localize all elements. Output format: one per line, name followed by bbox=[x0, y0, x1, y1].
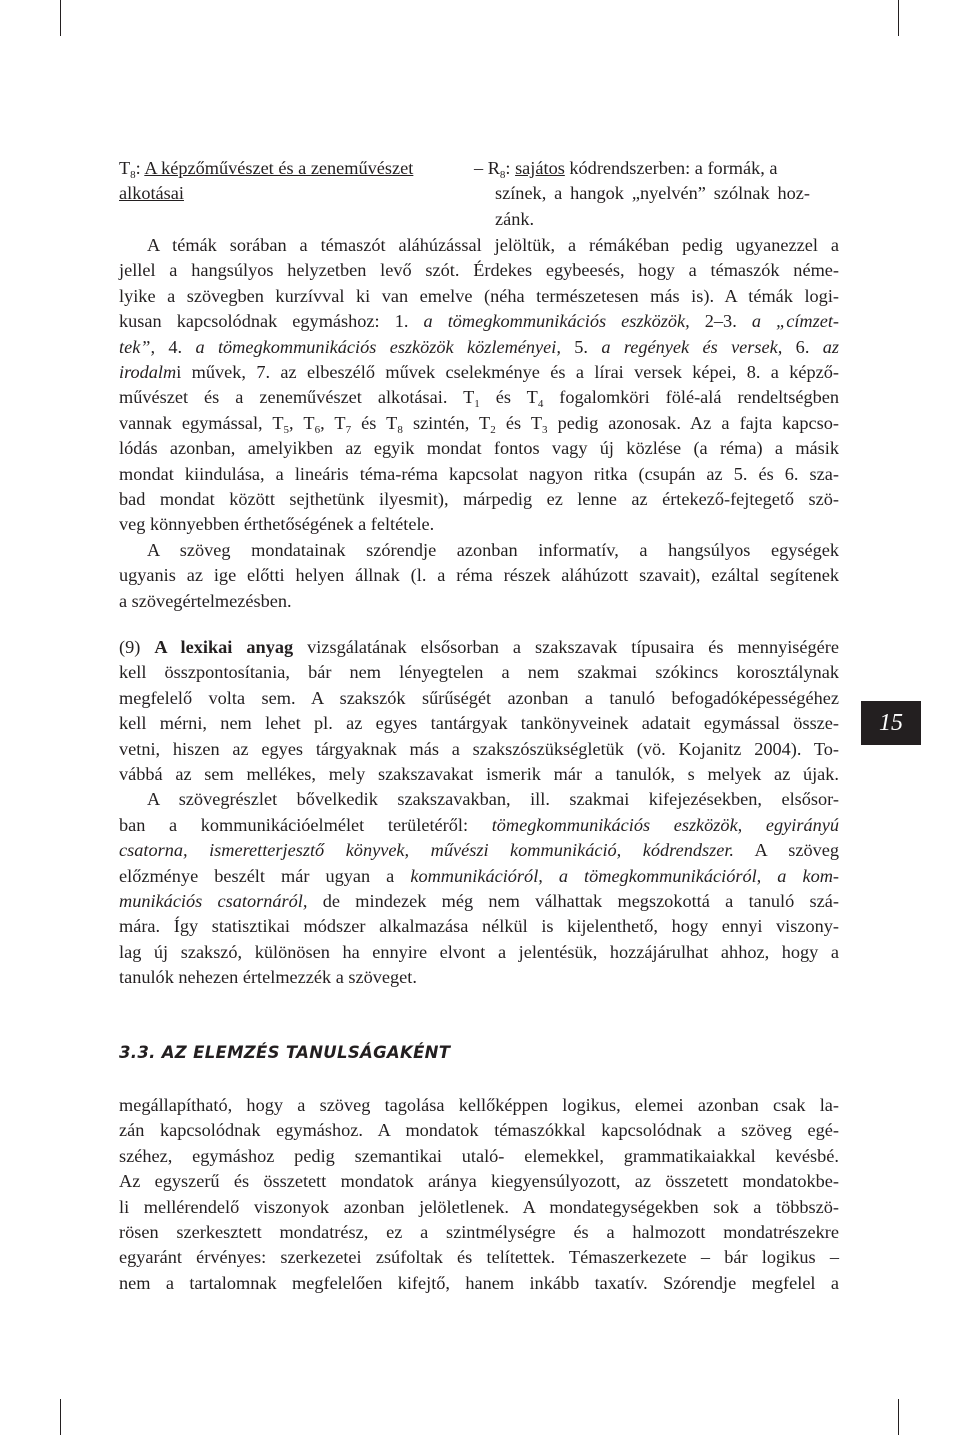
crop-mark-top-right bbox=[898, 0, 899, 36]
p3-line: kell mérni, nem lehet pl. az egyes tantárgyak tankönyveinek adatait egymással össze- bbox=[119, 713, 839, 734]
crop-mark-top-left bbox=[60, 0, 61, 36]
p5-line: nem a tartalomnak megfelelően kifejtő, hanem inkább taxatív. Szórendje megfelel a bbox=[119, 1272, 839, 1293]
t8-item bbox=[119, 156, 469, 207]
p3-line: kell összpontosítania, bár nem lényegtelen a nem szakmai szókincs korosztálynak bbox=[119, 662, 839, 683]
p1-line: irodalmi művek, 7. az elbeszélő művek cselekménye és a lírai versek képei, 8. a képző- bbox=[119, 362, 839, 383]
p1-line: tek”, 4. a tömegkommunikációs eszközök közleményei, 5. a regények és versek, 6. az bbox=[119, 336, 840, 357]
p5-line: zán kapcsolódnak egymáshoz. A mondatok témaszókkal kapcsolódnak a szöveg egé- bbox=[119, 1120, 839, 1141]
p1-line: lyike a szövegben kurzívval ki van emelve (néha természetesen más is). A témák logi- bbox=[119, 285, 839, 306]
p2-line: a szövegértelmezésben. bbox=[119, 590, 292, 611]
p2-line: ugyanis az ige előtti helyen állnak (l. a réma részek aláhúzott szavait), ezáltal segítenek bbox=[119, 565, 839, 586]
p5-line: li mellérendelő viszonyok azonban jelöletlenek. A mondategységekben sok a többszö- bbox=[119, 1196, 839, 1217]
p5-line: rösen szerkesztett mondatrész, ez a szintmélységre és a halmozott mondatrészekre bbox=[119, 1222, 839, 1243]
p4-line: lag új szakszó, különösen ha ennyire elvont a jelentésük, hozzájárulhat ahhoz, hogy a bbox=[119, 941, 839, 962]
p1-line: jellel a hangsúlyos helyzetben levő szót. Érdekes egybeesés, hogy a témaszók néme- bbox=[119, 260, 839, 281]
p3-line: megfelelő volta sem. A szakszók sűrűségét azonban a tanuló befogadóképességéhez bbox=[119, 687, 839, 708]
r8-item bbox=[474, 156, 810, 232]
r8-line-3: zánk. bbox=[495, 208, 535, 229]
p3-line: (9) A lexikai anyag vizsgálatának elsősorban a szakszavak típusaira és mennyiségére bbox=[119, 637, 839, 657]
p2-line: A szöveg mondatainak szórendje azonban informatív, a hangsúlyos egységek bbox=[147, 539, 839, 560]
r8-line-2: színek, a hangok „nyelvén” szólnak hoz- bbox=[495, 183, 810, 204]
p1-line: A témák sorában a témaszót aláhúzással jelöltük, a rémákéban pedig ugyanezzel a bbox=[147, 235, 839, 255]
t8-line-2: alkotásai bbox=[119, 183, 184, 204]
t8-line-1: $T_8$: A képzőművészet és a zeneművészet bbox=[119, 158, 414, 181]
p4-line: csatorna, ismeretterjesztő könyvek, művészi kommunikáció, kódrendszer. A szöveg bbox=[119, 840, 840, 861]
p4-line: mára. Így statisztikai módszer alkalmazása nélkül is kijelenthető, hogy ennyi viszony- bbox=[119, 916, 839, 937]
p3-line: vetni, hiszen az egyes tárgyaknak más a szakszószükségletük (vö. Kojanitz 2004). To- bbox=[119, 738, 839, 759]
p1-line: bad mondat között sejthetünk ilyesmit), márpedig ez lenne az értekező-fejtegető szö- bbox=[119, 489, 839, 510]
p1-line: veg könnyebben érthetőségének a feltétele. bbox=[119, 514, 435, 535]
r8-line-1: – $R_8$: sajátos kódrendszerben: a formák, a bbox=[474, 158, 778, 181]
p4-line: tanulók nehezen értelmezzék a szöveget. bbox=[119, 967, 417, 988]
p1-line: kusan kapcsolódnak egymáshoz: 1. a tömegkommunikációs eszközök, 2–3. a „címzet- bbox=[119, 311, 840, 332]
section-heading: 3.3. AZ ELEMZÉS TANULSÁGAKÉNT bbox=[119, 1043, 451, 1062]
p5-line: széhez, egymáshoz pedig szemantikai utaló- elemekkel, grammatikaiakkal kevésbé. bbox=[119, 1145, 839, 1166]
crop-mark-bottom-left bbox=[60, 1399, 61, 1435]
p1-line: vannak egymással, $T_5$, $T_6$, $T_7$ és $T_8$ szintén, $T_2$ és $T_3$ pedig azonosak. Az a fajta kapcso- bbox=[119, 412, 840, 436]
p5-line: egyaránt érvényes: szerkezetei zsúfoltak és telítettek. Témaszerkezete – bár logikus – bbox=[119, 1247, 839, 1268]
paragraph-conclusion bbox=[119, 1093, 839, 1296]
p4-line: munikációs csatornáról, de mindezek még nem válhattak megszokottá a tanuló szá- bbox=[119, 891, 839, 912]
paragraph-theme-analysis bbox=[119, 233, 839, 614]
p4-line: A szövegrészlet bővelkedik szakszavakban, ill. szakmai kifejezésekben, elsősor- bbox=[147, 789, 839, 810]
p3-line: vábbá az sem mellékes, mely szakszavakat ismerik már a tanulók, s melyek az újak. bbox=[119, 764, 839, 785]
page-number: 15 bbox=[861, 701, 921, 745]
p1-line: mondat kiindulása, a lineáris téma-réma kapcsolat nagyon ritka (csupán az 5. és 6. sza- bbox=[119, 463, 839, 484]
crop-mark-bottom-right bbox=[898, 1399, 899, 1435]
p1-line: művészet és a zeneművészet alkotásai. $T_1$ és $T_4$ fogalomköri fölé-alá rendeltségben bbox=[119, 387, 839, 411]
paragraph-lexical bbox=[119, 635, 839, 991]
p4-line: előzménye beszélt már ugyan a kommunikációról, a tömegkommunikációról, a kom- bbox=[119, 865, 839, 886]
p5-line: Az egyszerű és összetett mondatok aránya kiegyensúlyozott, az összetett mondatokbe- bbox=[119, 1171, 839, 1192]
p1-line: lódás azonban, amelyikben az egyik mondat fontos vagy új közlése (a réma) a másik bbox=[119, 438, 839, 459]
p5-line: megállapítható, hogy a szöveg tagolása kellőképpen logikus, elemei azonban csak la- bbox=[119, 1095, 839, 1115]
p4-line: ban a kommunikációelmélet területéről: tömegkommunikációs eszközök, egyirányú bbox=[119, 814, 839, 835]
